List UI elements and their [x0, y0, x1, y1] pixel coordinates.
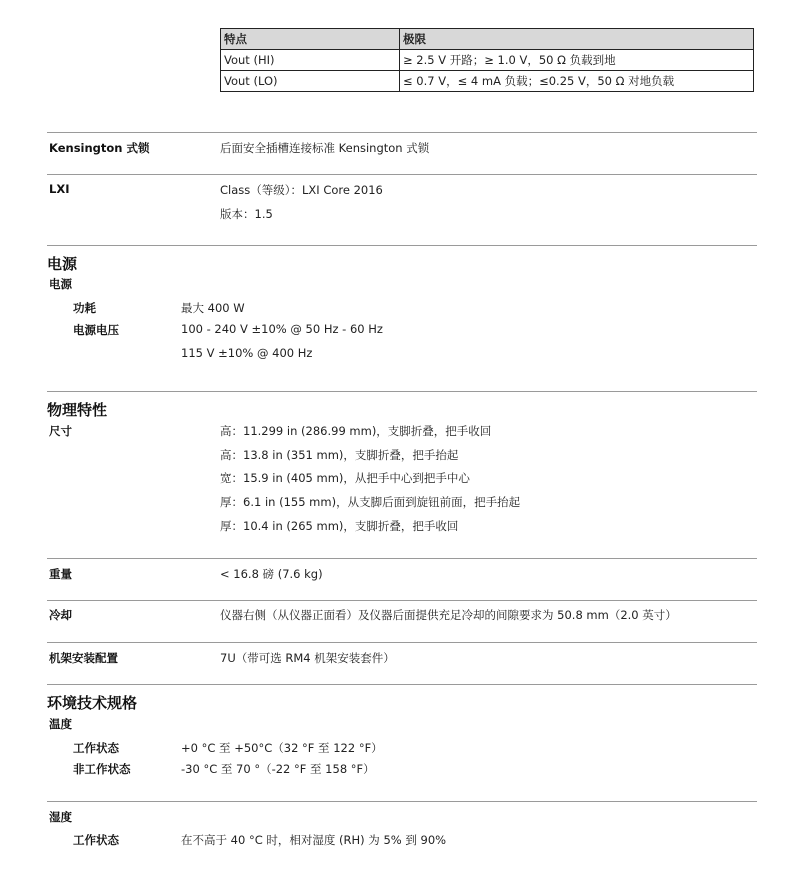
size-value: 厚：10.4 in (265 mm)，支脚折叠，把手收回	[220, 519, 459, 533]
divider	[47, 558, 757, 559]
size-value: 高：13.8 in (351 mm)，支脚折叠，把手抬起	[220, 448, 459, 462]
lxi-label: LXI	[49, 182, 70, 196]
nonoperating-temp-label: 非工作状态	[73, 762, 131, 776]
weight-label: 重量	[49, 567, 72, 581]
table-header-limit: 极限	[400, 29, 754, 50]
physical-section-heading: 物理特性	[47, 401, 108, 419]
divider	[47, 642, 757, 643]
table-header-row	[221, 29, 754, 50]
divider	[47, 600, 757, 601]
supply-voltage-value: 115 V ±10% @ 400 Hz	[181, 346, 313, 360]
divider	[47, 245, 757, 246]
kensington-value: 后面安全插槽连接标准 Kensington 式锁	[220, 141, 430, 155]
power-consumption-value: 最大 400 W	[181, 301, 245, 315]
operating-temp-value: +0 °C 至 +50°C（32 °F 至 122 °F）	[181, 741, 383, 755]
size-value: 厚：6.1 in (155 mm)，从支脚后面到旋钮前面，把手抬起	[220, 495, 521, 509]
table-cell: ≤ 0.7 V，≤ 4 mA 负载；≤0.25 V，50 Ω 对地负载	[400, 71, 754, 92]
table-row	[221, 50, 754, 71]
table-row	[221, 71, 754, 92]
power-section-heading: 电源	[47, 255, 78, 273]
size-value: 宽：15.9 in (405 mm)，从把手中心到把手中心	[220, 471, 470, 485]
size-value: 高：11.299 in (286.99 mm)，支脚折叠，把手收回	[220, 424, 492, 438]
environment-section-heading: 环境技术规格	[47, 694, 138, 712]
table-header-feature: 特点	[221, 29, 400, 50]
lxi-version-value: 版本：1.5	[220, 207, 273, 221]
divider	[47, 174, 757, 175]
table-cell: Vout (HI)	[221, 50, 400, 71]
rack-mount-value: 7U（带可选 RM4 机架安装套件）	[220, 651, 395, 665]
lxi-class-value: Class（等级）：LXI Core 2016	[220, 183, 383, 197]
humidity-operating-value: 在不高于 40 °C 时，相对湿度 (RH) 为 5% 到 90%	[181, 833, 447, 847]
power-consumption-label: 功耗	[73, 301, 96, 315]
temperature-label: 温度	[49, 717, 72, 731]
size-label: 尺寸	[49, 424, 72, 438]
supply-voltage-value: 100 - 240 V ±10% @ 50 Hz - 60 Hz	[181, 322, 383, 336]
table-cell: Vout (LO)	[221, 71, 400, 92]
output-level-table	[220, 28, 754, 92]
table-cell: ≥ 2.5 V 开路；≥ 1.0 V，50 Ω 负载到地	[400, 50, 754, 71]
divider	[47, 391, 757, 392]
divider	[47, 132, 757, 133]
rack-mount-label: 机架安装配置	[49, 651, 118, 665]
divider	[47, 801, 757, 802]
humidity-label: 湿度	[49, 810, 72, 824]
nonoperating-temp-value: -30 °C 至 70 °（-22 °F 至 158 °F）	[181, 762, 375, 776]
divider	[47, 684, 757, 685]
power-subheading: 电源	[49, 277, 72, 291]
weight-value: < 16.8 磅 (7.6 kg)	[220, 567, 323, 581]
supply-voltage-label: 电源电压	[73, 323, 119, 337]
operating-temp-label: 工作状态	[73, 741, 119, 755]
kensington-label: Kensington 式锁	[49, 141, 150, 155]
humidity-operating-label: 工作状态	[73, 833, 119, 847]
cooling-value: 仪器右侧（从仪器正面看）及仪器后面提供充足冷却的间隙要求为 50.8 mm（2.0 英寸）	[220, 608, 677, 622]
cooling-label: 冷却	[49, 608, 72, 622]
